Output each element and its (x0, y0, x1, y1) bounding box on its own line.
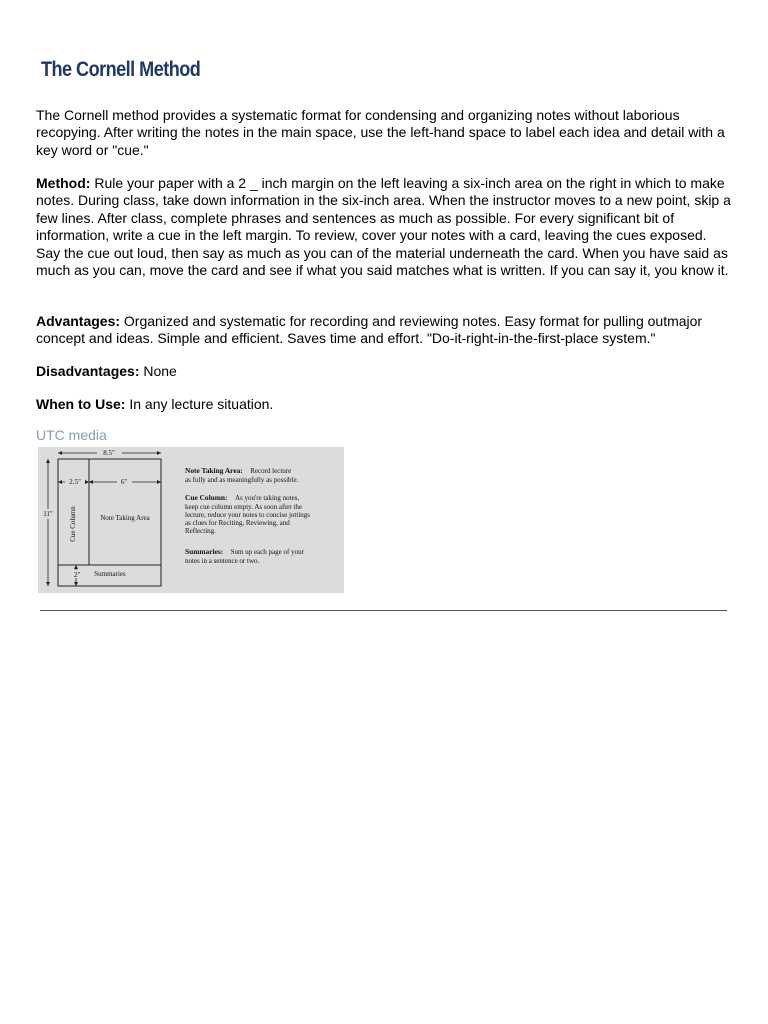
horizontal-divider (40, 610, 727, 611)
disadvantages-paragraph (36, 363, 732, 380)
advantages-text: Organized and systematic for recording and reviewing notes. Easy format for pulling outmajor concept and ideas. Simple and efficient. Saves time and effort. "Do-it-right-in-the-first-place system." (36, 313, 703, 347)
intro-paragraph: The Cornell method provides a systematic format for condensing and organizing notes without laborious recopying. After writing the notes in the main space, use the left-hand space to label each idea and detail with a key word or "cue." (36, 107, 725, 158)
legend-summaries (185, 541, 305, 558)
legend-summaries-line: notes in a sentence or two. (185, 557, 260, 565)
legend-cue-column-heading: Cue Column: (185, 493, 228, 502)
legend-summaries-heading: Summaries: (185, 547, 224, 556)
height-arrow-bottom-head (46, 582, 50, 586)
width-arrow-right-head (157, 451, 161, 455)
advantages-label: Advantages: (36, 313, 121, 329)
when-to-use-text: In any lecture situation. (125, 396, 274, 412)
method-paragraph (36, 175, 732, 279)
legend-cue-column-line: lecture, reduce your notes to concise jottings (185, 511, 310, 519)
note-width-arrow-right-head (157, 480, 161, 484)
cue-width-label: 2.5" (69, 478, 81, 486)
cue-width-arrow-right-head (85, 480, 89, 484)
legend-cue-column-line: As you're taking notes, (234, 494, 300, 502)
width-label: 8.5" (103, 449, 115, 457)
height-arrow-top-head (46, 459, 50, 463)
summary-arrow-bottom-head (74, 582, 78, 586)
note-area-label: Note Taking Area (100, 514, 150, 522)
legend-note-taking (185, 460, 291, 477)
summary-height-label: 2" (73, 571, 81, 579)
page-title: The Cornell Method (41, 58, 201, 81)
advantages-paragraph (36, 313, 732, 348)
method-text: Rule your paper with a 2 _ inch margin on the left leaving a six-inch area on the right in which to make notes. During class, take down information in the six-inch area. When the instructor moves to a new point, skip a few lines. After class, complete phrases and sentences as much as possible. For every significant bit of information, write a cue in the left margin. To review, cover your notes with a card, leaving the cues exposed. Say the cue out loud, then say as much as you can of the material underneath the card. When you have said as much as you can, move the card and see if what you said matches what is written. If you can say it, you know it. (36, 175, 731, 279)
note-width-arrow-left-head (89, 480, 93, 484)
when-to-use-paragraph (36, 396, 732, 413)
cue-width-arrow-left-head (58, 480, 62, 484)
disadvantages-label: Disadvantages: (36, 363, 140, 379)
disadvantages-text: None (139, 363, 177, 379)
cornell-diagram (38, 447, 344, 593)
legend-cue-column (185, 487, 299, 504)
legend-note-taking-heading: Note Taking Area: (185, 466, 243, 475)
cue-column-label: Cue Column (69, 506, 77, 542)
note-width-label: 6" (120, 478, 128, 486)
legend-summaries-line: Sum up each page of your (230, 548, 304, 556)
when-to-use-label: When to Use: (36, 396, 126, 412)
utc-media-link[interactable]: UTC media (36, 427, 107, 443)
summaries-label: Summaries (94, 570, 126, 578)
legend-cue-column-line: as clues for Reciting, Reviewing, and (185, 519, 290, 527)
height-label: 11" (43, 510, 53, 518)
legend-cue-column-line: Reflecting. (185, 527, 216, 535)
legend-note-taking-line: as fully and as meaningfully as possible. (185, 476, 299, 484)
legend-cue-column-line: keep cue column empty. As soon after the (185, 503, 302, 511)
width-arrow-left-head (58, 451, 62, 455)
cornell-diagram-svg (38, 447, 344, 593)
legend-note-taking-line: Record lecture (250, 467, 292, 475)
summary-arrow-top-head (74, 565, 78, 569)
method-label: Method: (36, 175, 91, 191)
